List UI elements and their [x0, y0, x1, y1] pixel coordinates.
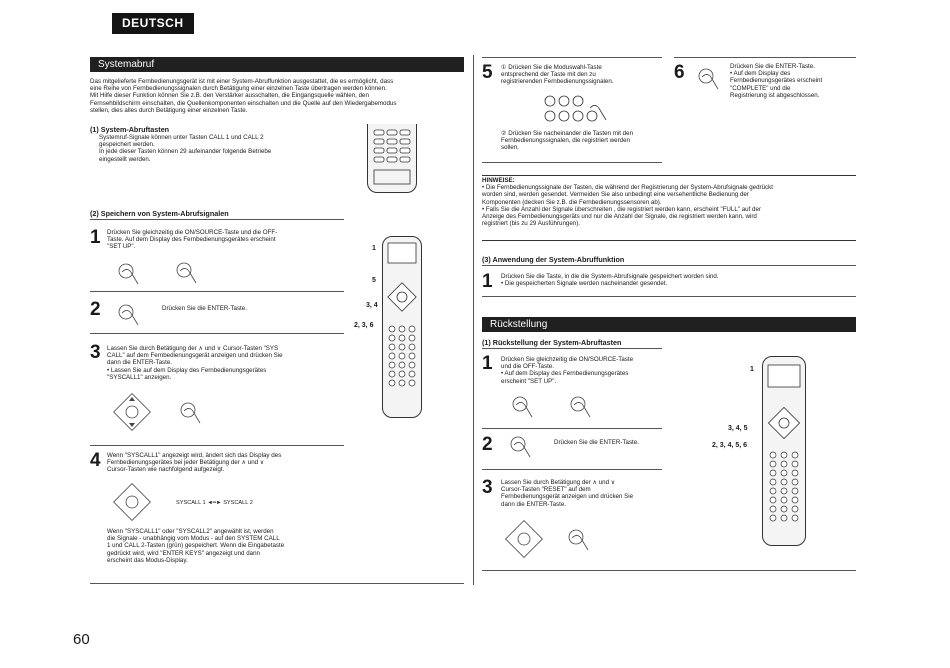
divider — [482, 570, 856, 571]
text-line: Drücken Sie gleichzeitig die ON/SOURCE-Taste und die OFF- — [107, 229, 278, 236]
text-line: "COMPLETE" und die — [730, 84, 791, 92]
text-line: Mit Hilfe dieser Funktion können Sie z.B. den Verstärker ausschalten, die Eingangsquelle wählen, den — [90, 92, 369, 100]
intro-paragraph — [90, 78, 470, 114]
cursor-pad-hand-icon — [110, 390, 220, 438]
text-line: die Signale - unabhängig vom Modus - auf den SYSTEM CALL — [107, 535, 280, 543]
divider — [90, 219, 344, 220]
text-line: • Lassen Sie auf dem Display des Fernbedienungsgerätes — [107, 366, 267, 374]
notes-box — [482, 175, 856, 241]
step-1-text — [107, 229, 347, 251]
text-line: Anzeige des Fernbedienungsgeräts und nur die Anzahl der Signale, die registriert werden kann, wird — [482, 213, 757, 221]
reset-step-1-text — [501, 356, 671, 385]
step-2-text: Drücken Sie die ENTER-Taste. — [162, 305, 247, 312]
reset-step-2-text: Drücken Sie die ENTER-Taste. — [554, 439, 639, 446]
step-6-text — [730, 63, 854, 99]
divider — [482, 57, 662, 58]
text-line: Drücken Sie die Taste, in die die System-Abrufsignale gespeichert worden sind. — [501, 273, 719, 280]
section-bar-systemabruf — [90, 57, 464, 72]
divider — [90, 583, 464, 584]
remote-detail-icon — [763, 357, 805, 545]
step-number: 4 — [90, 450, 101, 471]
callout-label: 5 — [372, 277, 376, 284]
text-line: 1 und CALL 2-Tasten (grün) gespeichert. Wenn die Eingabetaste — [107, 542, 285, 550]
reset-step-3-text — [501, 479, 671, 508]
divider — [482, 348, 662, 349]
step-number: 3 — [482, 477, 493, 498]
text-line: Drücken Sie die ENTER-Taste. — [730, 63, 815, 70]
step-use-text — [501, 273, 851, 287]
text-line: CALL" auf dem Fernbedienungsgerät anzeigen und drücken Sie — [107, 352, 283, 360]
text-line: worden sind, werden gesendet. Vermeiden Sie also unbedingt eine versehentliche Bedienung der — [482, 191, 749, 199]
cursor-pad-hand-icon — [502, 515, 612, 567]
text-line: "SYSCALL1" anzeigen. — [107, 373, 172, 381]
text-line: Fernsehbildschirm einschalten, die Quellenkomponenten einschalten und die Quelle auf den Wiedergabemodus — [90, 99, 397, 107]
heading-rueckstellung: (1) Rückstellung der System-Abruftasten — [482, 338, 622, 347]
text-line: Wenn "SYSCALL1" oder "SYSCALL2" angewählt ist, werden — [107, 528, 274, 535]
section-bar-rueckstellung — [482, 317, 856, 332]
text-line: Lassen Sie durch Betätigung der ∧ und ∨ Cursor-Tasten "SYS — [107, 345, 279, 352]
text-line: Wenn "SYSCALL1" angezeigt wird, ändert sich das Display des — [107, 452, 282, 459]
cursor-pad-icon — [110, 480, 162, 524]
text-line: Lassen Sie durch Betätigung der ∧ und ∨ — [501, 479, 616, 486]
text-line: registrierenden Fernbedienungssignalen. — [501, 78, 614, 86]
text-line: Fernbedienungsgerätes bei jeder Betätigung der ∧ und ∨ — [107, 459, 265, 467]
section-title: Rückstellung — [490, 319, 548, 330]
text-line: In jede dieser Tasten können 29 aufeinander folgende Betriebe — [99, 148, 272, 156]
step-number: 2 — [90, 299, 101, 320]
text-line: • Falls Sie die Anzahl der Signale überschreiten , die registriert werden kann, erscheint "FULL" auf der — [482, 205, 761, 213]
text-line: entsprechend der Taste mit den zu — [501, 71, 596, 79]
callout-label: 2, 3, 4, 5, 6 — [712, 442, 748, 449]
page-number: 60 — [73, 631, 90, 648]
mode-buttons-icon — [542, 92, 612, 126]
remote-buttons-icon — [368, 124, 416, 192]
callout-label: 3, 4 — [366, 302, 378, 309]
text-line: Komponenten (decken Sie z.B. die Fernbedienungssensoren ab). — [482, 198, 662, 206]
syscall-sequence: SYSCALL 1 ◄━► SYSCALL 2 — [176, 500, 253, 506]
step-number: 1 — [482, 271, 493, 292]
step-number: 5 — [482, 62, 493, 83]
hand-press-icon — [112, 258, 202, 288]
divider — [482, 162, 662, 163]
step-number: 3 — [90, 342, 101, 363]
heading-speichern: (2) Speichern von System-Abrufsignalen — [90, 209, 229, 218]
divider — [482, 296, 856, 297]
text-line: • Die gespeicherten Signale werden nacheinander gesendet. — [501, 280, 668, 288]
divider — [674, 57, 856, 58]
divider — [482, 469, 662, 470]
text-line: gespeichert werden. — [99, 141, 155, 149]
divider — [90, 445, 344, 446]
text-line: ① Drücken Sie die Moduswahl-Taste — [501, 64, 602, 71]
remote-illustration-left — [382, 236, 422, 418]
divider — [482, 265, 856, 266]
step-3-text — [107, 345, 347, 381]
text-line: erscheint das Modus-Display. — [107, 556, 188, 564]
text-line: eingestellt werden. — [99, 155, 151, 163]
step-5a-text — [501, 64, 671, 86]
text-line: Cursor-Tasten "RESET" auf dem — [501, 486, 591, 494]
step-number: 2 — [482, 434, 493, 455]
section-title: Systemabruf — [98, 59, 155, 70]
text-line: Systemruf-Signale können unter Tasten CALL 1 und CALL 2 — [99, 134, 264, 141]
text-line: und die OFF-Taste. — [501, 363, 554, 371]
heading-system-abruftasten: (1) System-Abruftasten — [90, 125, 170, 134]
hand-press-enter-icon — [506, 432, 538, 460]
column-divider — [473, 55, 474, 585]
callout-label: 3, 4, 5 — [728, 425, 748, 432]
callout-label: 1 — [750, 366, 754, 373]
step-number: 1 — [482, 353, 493, 374]
text-line: Cursor-Tasten wie nachfolgend aufgezeigt. — [107, 466, 225, 474]
remote-detail-icon — [383, 237, 421, 417]
callout-label: 2, 3, 6 — [354, 322, 374, 329]
callout-label: 1 — [372, 245, 376, 252]
step-4-text — [107, 452, 347, 474]
heading-anwendung: (3) Anwendung der System-Abruffunktion — [482, 255, 625, 264]
text-line: ② Drücken Sie nacheinander die Tasten mit den — [501, 130, 634, 137]
text-line: • Auf dem Display des Fernbedienungsgerätes — [501, 370, 629, 378]
remote-illustration-right — [762, 356, 806, 546]
step-number: 6 — [674, 62, 685, 83]
text-line: • Auf dem Display des — [730, 70, 791, 78]
divider — [90, 291, 344, 292]
text-line: "SET UP". — [107, 243, 136, 251]
hand-press-icon — [506, 392, 596, 422]
text-line: erscheint "SET UP". — [501, 377, 557, 385]
text-line: Fernbedienungsgerätes erscheint — [730, 77, 823, 85]
text-line: • Die Fernbedienungssignale der Tasten, die während der Registrierung der System-Abrufsignale gedrückt — [482, 184, 773, 192]
text-line: Drücken Sie gleichzeitig die ON/SOURCE-Taste — [501, 356, 634, 363]
text-line: Das mitgelieferte Fernbedienungsgerät ist mit einer System-Abruffunktion ausgestattet, die es ermöglicht, dass — [90, 78, 394, 85]
hand-press-enter-icon — [114, 300, 144, 326]
text-line: sollen. — [501, 144, 519, 152]
step-4-after-text — [107, 528, 347, 564]
notes-title: HINWEISE: — [482, 177, 515, 184]
abruftasten-text — [99, 134, 339, 163]
divider — [90, 333, 344, 334]
text-line: eine Reihe von Fernbedienungssignalen durch Betätigung einer einzelnen Taste übertragen werden können. — [90, 85, 387, 93]
text-line: Fernbedienungsgerät anzeigen und drücken Sie — [501, 493, 634, 501]
text-line: dann die ENTER-Taste. — [107, 359, 172, 367]
step-number: 1 — [90, 227, 101, 248]
text-line: gedrückt wird, wird "ENTER KEYS" angezeigt und dann — [107, 549, 260, 557]
hand-press-enter-icon — [694, 64, 726, 92]
text-line: Taste. Auf dem Display des Fernbedienungsgerätes erscheint — [107, 236, 276, 244]
remote-illustration-top — [367, 124, 417, 193]
text-line: dann die ENTER-Taste. — [501, 500, 566, 508]
text-line: stellen, dies alles durch Betätigung einer einzelnen Taste. — [90, 106, 248, 114]
step-5b-text — [501, 130, 671, 152]
language-tab: DEUTSCH — [112, 13, 194, 34]
text-line: Registrierung ist abgeschlossen. — [730, 91, 820, 99]
divider — [482, 428, 662, 429]
text-line: registriert (bis zu 29 Ausführungen). — [482, 220, 581, 228]
text-line: Fernbedienungssignalen, die registriert werden — [501, 137, 630, 145]
